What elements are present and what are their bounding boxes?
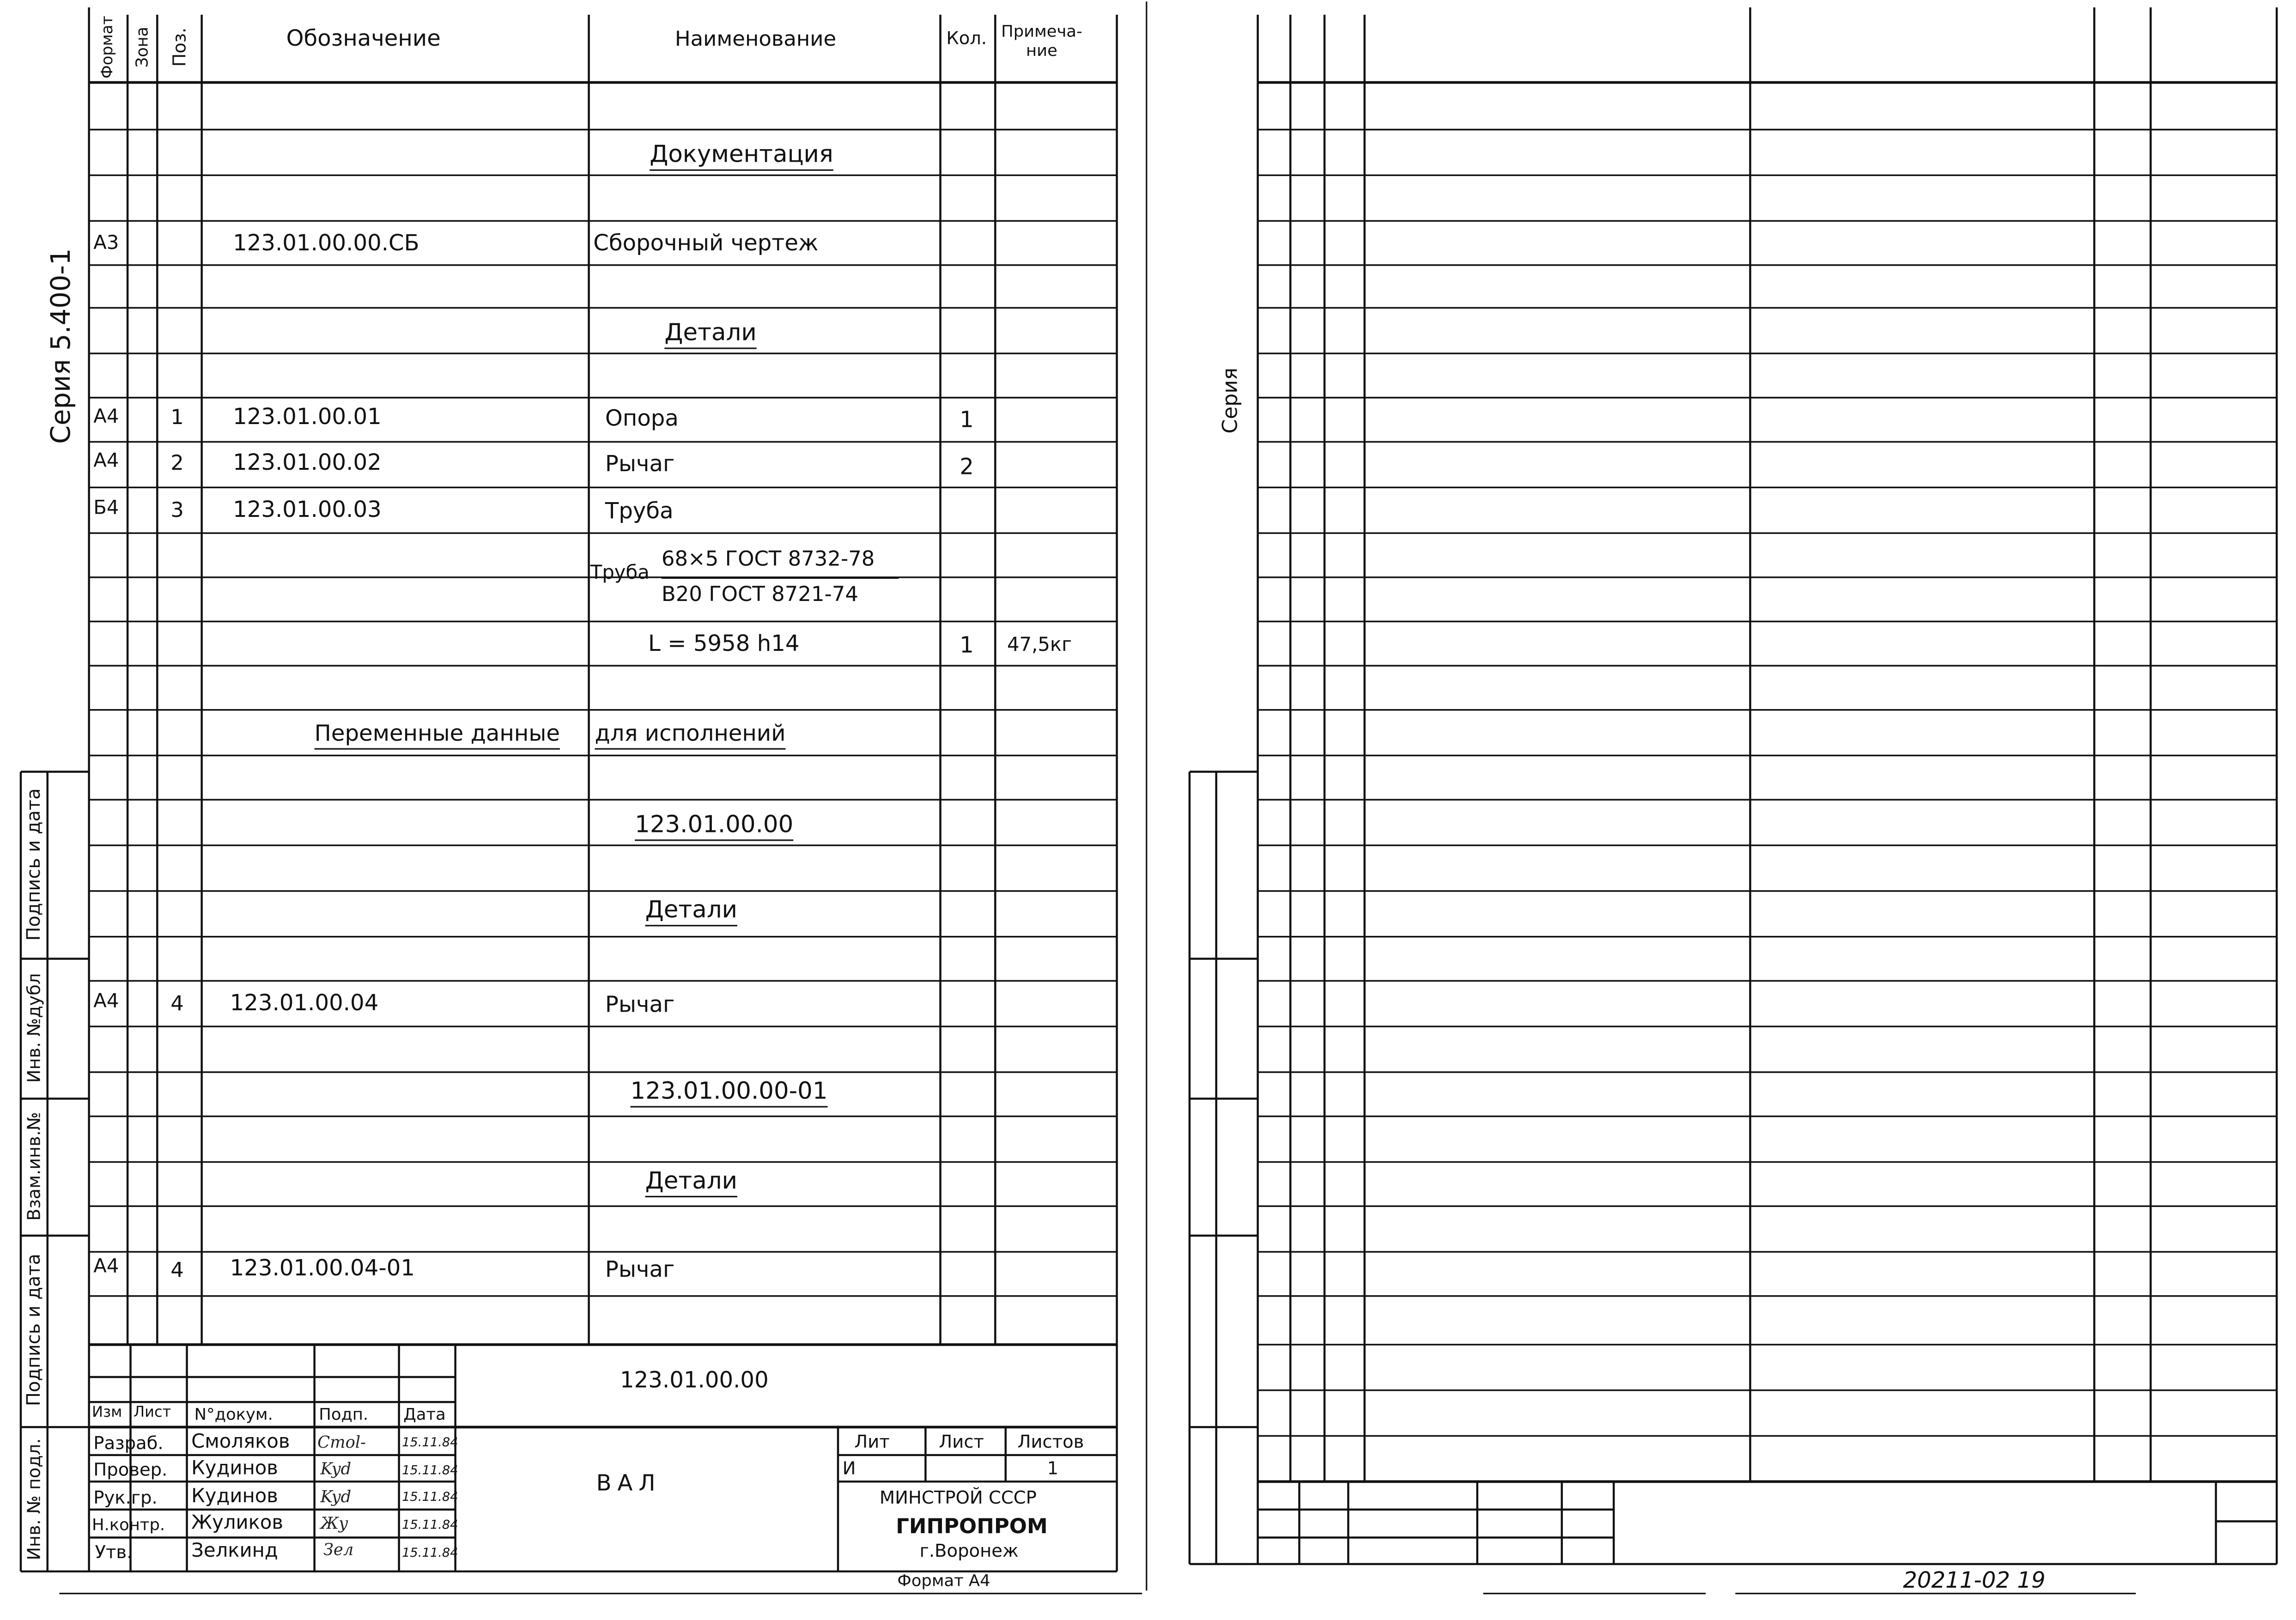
signature-image: Жу — [320, 1514, 348, 1533]
title-doc-number: 123.01.00.00 — [620, 1366, 769, 1394]
tb-role: Утв. — [95, 1542, 133, 1563]
tb-listov-label: Листов — [1017, 1431, 1084, 1452]
row-name: Сборочный чертеж — [593, 230, 819, 256]
row-details-heading: Детали — [645, 895, 737, 924]
side-podpis-data-1: Подпись и дата — [22, 788, 44, 941]
row-poz: 4 — [170, 992, 184, 1016]
side-podpis-data-2: Подпись и дата — [22, 1253, 44, 1407]
row-oboznachenie: 123.01.00.04-01 — [230, 1255, 415, 1281]
row-name: Опора — [605, 405, 679, 432]
signature-image: Kyd — [320, 1487, 352, 1507]
tb-date: 15.11.84 — [402, 1436, 458, 1451]
row-length: L = 5958 h14 — [648, 630, 800, 657]
header-poz: Поз. — [169, 27, 190, 67]
tb-date: 15.11.84 — [402, 1464, 458, 1479]
row-poz: 2 — [170, 452, 184, 476]
org-ministry: МИНСТРОЙ СССР — [879, 1487, 1037, 1508]
tb-date: 15.11.84 — [402, 1546, 458, 1561]
right-series-label: Серия — [1219, 367, 1243, 434]
tb-date: 15.11.84 — [402, 1490, 458, 1505]
tb-listov-value: 1 — [1047, 1458, 1059, 1479]
tb-col-list: Лист — [133, 1405, 171, 1421]
header-oboznachenie: Обозначение — [286, 25, 441, 52]
variant-heading-01: 123.01.00.00-01 — [630, 1076, 828, 1105]
product-name: ВАЛ — [596, 1469, 662, 1497]
row-details-heading: Детали — [645, 1166, 737, 1195]
row-primechanie: 47,5кг — [1007, 635, 1072, 657]
row-details-heading: Детали — [664, 318, 757, 346]
row-kol: 1 — [960, 406, 974, 433]
row-kol: 1 — [960, 631, 974, 659]
row-name-prefix: Труба — [590, 562, 650, 585]
tb-person: Кудинов — [191, 1458, 278, 1480]
row-kol: 2 — [960, 453, 974, 480]
row-oboznachenie: 123.01.00.03 — [233, 496, 382, 523]
tb-person: Жуликов — [191, 1512, 283, 1535]
row-format: Б4 — [93, 498, 119, 520]
signature-image: Cmol- — [317, 1433, 366, 1452]
variant-heading-00: 123.01.00.00 — [635, 810, 794, 838]
sheet-number: 20211-02 19 — [1903, 1567, 2046, 1594]
row-oboznachenie: 123.01.00.00.СБ — [233, 230, 419, 256]
variable-data-heading-b: для исполнений — [595, 720, 786, 747]
side-vzam-inv: Взам.инв.№ — [24, 1112, 45, 1221]
tb-role: Разраб. — [93, 1433, 164, 1454]
header-format: Формат — [99, 16, 117, 79]
row-name: Труба — [605, 498, 674, 524]
series-label: Серия 5.400-1 — [46, 248, 77, 444]
row-format: А4 — [93, 450, 119, 473]
row-documentation-heading: Документация — [650, 140, 833, 168]
header-zona: Зона — [133, 26, 152, 68]
row-name: Рычаг — [605, 450, 675, 477]
tb-role: Н.контр. — [92, 1515, 165, 1535]
org-city: г.Воронеж — [919, 1540, 1019, 1561]
row-poz: 1 — [170, 406, 184, 430]
header-naimenovanie: Наименование — [674, 28, 837, 52]
tb-role: Провер. — [93, 1459, 168, 1480]
tb-person: Зелкинд — [191, 1540, 278, 1563]
header-kol: Кол. — [946, 28, 987, 49]
side-inv-podl: Инв. № подл. — [24, 1438, 45, 1560]
tb-date: 15.11.84 — [402, 1518, 458, 1533]
tb-lit-label: Лит — [854, 1431, 890, 1452]
tb-role: Рук.гр. — [93, 1487, 158, 1508]
format-label: Формат А4 — [897, 1571, 990, 1591]
row-oboznachenie: 123.01.00.02 — [233, 449, 382, 476]
tb-col-data: Дата — [403, 1405, 446, 1424]
row-name: Рычаг — [605, 991, 675, 1018]
fraction-bar — [662, 577, 899, 579]
row-oboznachenie: 123.01.00.01 — [233, 403, 382, 430]
row-poz: 3 — [170, 499, 184, 523]
row-format: А3 — [93, 232, 119, 255]
tb-list-label: Лист — [939, 1431, 984, 1452]
side-inv-dubl: Инв. №дубл — [24, 973, 45, 1083]
header-primechanie: Примеча- ние — [1001, 22, 1082, 61]
row-format: А4 — [93, 406, 119, 429]
tb-col-podp: Подп. — [319, 1405, 369, 1424]
row-name: Рычаг — [605, 1256, 675, 1283]
tb-lit-value: И — [842, 1458, 856, 1479]
org-institute: ГИПРОПРОМ — [896, 1515, 1048, 1539]
row-material-top: 68×5 ГОСТ 8732-78 — [661, 548, 875, 572]
row-oboznachenie: 123.01.00.04 — [230, 989, 379, 1016]
tb-person: Смоляков — [191, 1431, 290, 1454]
tb-col-izm: Изм — [92, 1405, 122, 1421]
row-format: А4 — [93, 1256, 119, 1279]
variable-data-heading-a: Переменные данные — [314, 720, 560, 747]
tb-col-n-dokum: N°докум. — [194, 1405, 273, 1424]
tb-person: Кудинов — [191, 1486, 278, 1508]
row-poz: 4 — [170, 1259, 184, 1283]
signature-image: Kyd — [320, 1459, 352, 1479]
row-format: А4 — [93, 991, 119, 1013]
row-material-bottom: В20 ГОСТ 8721-74 — [661, 583, 858, 607]
signature-image: Зел — [323, 1540, 354, 1560]
